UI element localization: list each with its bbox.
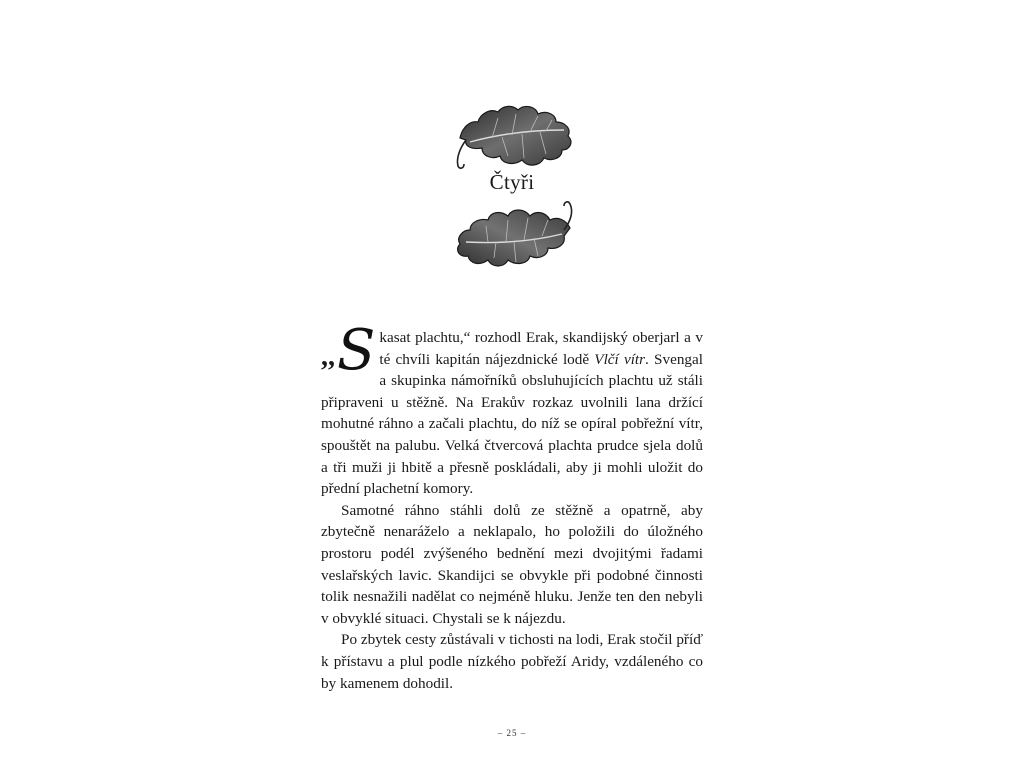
oak-leaf-bottom-icon: [446, 198, 578, 270]
page-number: – 25 –: [497, 728, 527, 738]
opening-quote: ,,: [321, 341, 335, 372]
oak-leaf-top-icon: [452, 100, 582, 172]
paragraph-2: Samotné ráhno stáhli dolů ze stěžně a opatrně, aby zbytečně nenaráželo a neklapalo, ho položili do úložného prostoru podél zvýšeného bednění mezi dvojitými řadami veslařských lavic. Skandijci se obvykle při podobné činnosti tolik nesnažili nadělat co nejméně hluku. Jenže ten den nebyli v obvyklé situaci. Chystali se k nájezdu.: [321, 501, 703, 627]
chapter-text: [321, 318, 704, 694]
paragraph-3: Po zbytek cesty zůstávali v tichosti na lodi, Erak stočil příď k přístavu a plul podle nízkého pobřeží Aridy, vzdáleného co by kamenem dohodil.: [321, 631, 704, 692]
ship-name: Vlčí vítr: [594, 350, 646, 368]
chapter-title: Čtyři: [489, 170, 535, 194]
paragraph-1: [321, 318, 703, 500]
drop-cap: S: [337, 318, 376, 383]
paragraph-1-tail: . Svengal a skupinka námořníků obsluhujících plachtu už stáli připraveni u stěžně. Na Erakův rozkaz uvolnili lana držící mohutné ráhno a začali plachtu, do níž se opíral pobřežní vítr, spouštět na palubu. Velká čtvercová plachta prudce sjela dolů a tři muži ji hbitě a přesně poskládali, aby ji mohli uložit do přední plachetní komory.: [321, 350, 703, 498]
paragraph-1-lead: kasat plachtu,“ rozhodl Erak, skandijský oberjarl a v té chvíli kapitán nájezdnické lodě: [379, 329, 703, 368]
